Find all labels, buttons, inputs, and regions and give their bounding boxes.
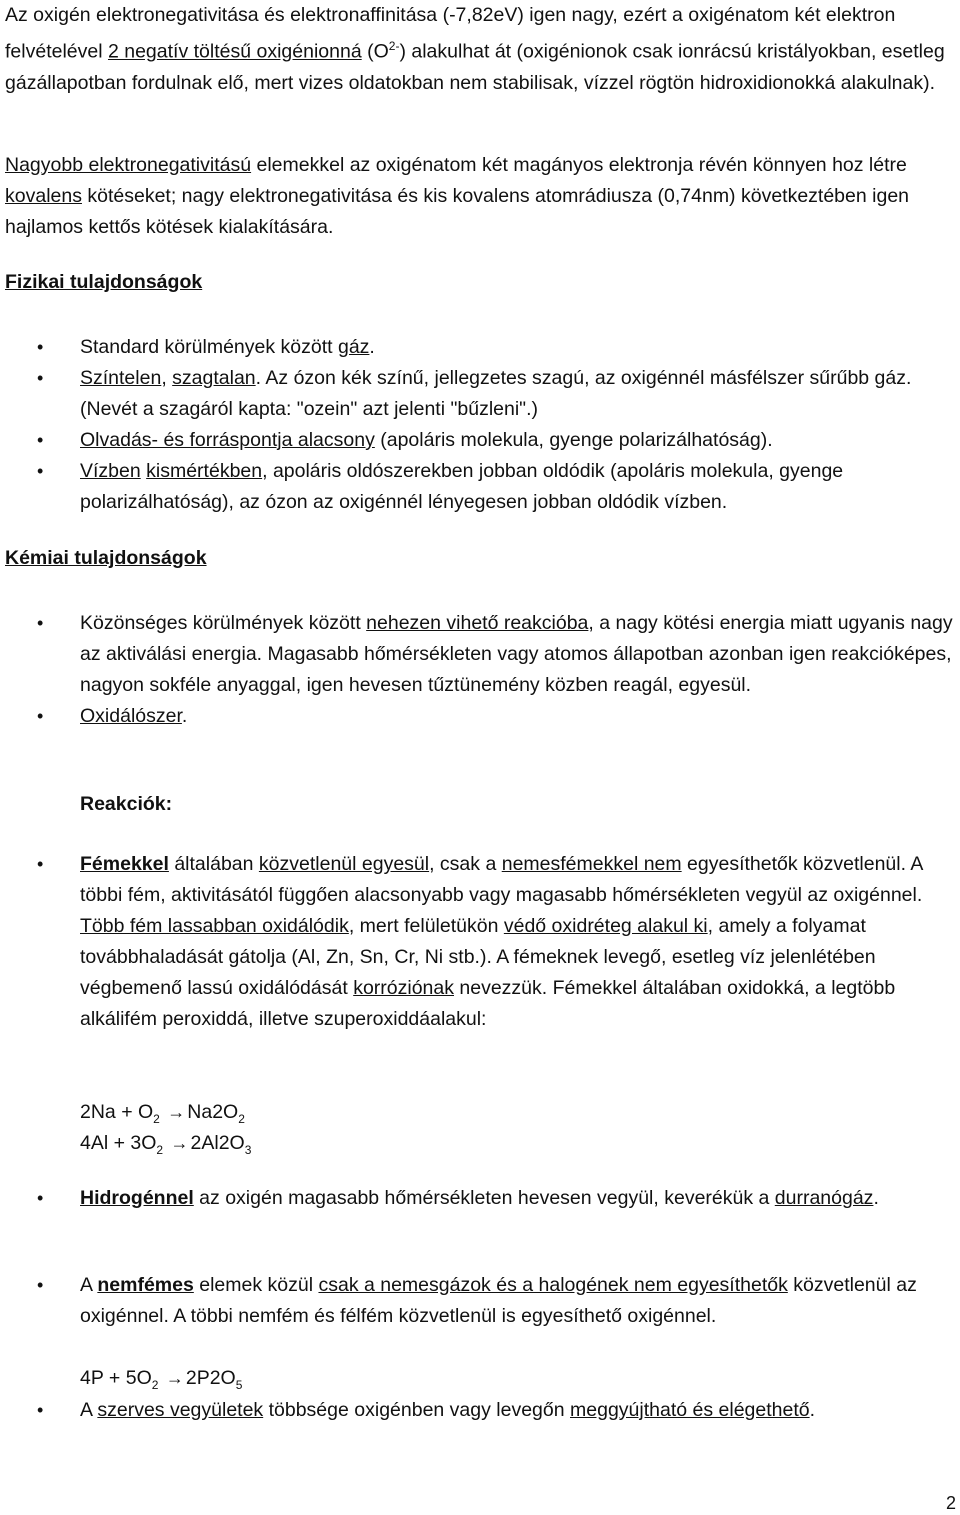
physical-properties-heading: Fizikai tulajdonságok <box>5 271 203 293</box>
underlined-text: 2 negatív töltésű oxigénionná <box>107 40 362 63</box>
list-item: • Olvadás- és forráspontja alacsony (apoláris molekula, gyenge polarizálhatóság). <box>0 425 960 456</box>
list-item: • A nemfémes elemek közül csak a nemesgázok és a halogének nem egyesíthetők közvetlenül az oxigénnel. A többi nemfém és félfém közvetlenül is egyesíthető oxigénnel. <box>0 1270 960 1332</box>
list-item: • Oxidálószer. <box>0 701 960 732</box>
text: (O <box>361 40 389 63</box>
list-item: • Hidrogénnel az oxigén magasabb hőmérsékleten hevesen vegyül, keverékük a durranógáz. <box>0 1183 960 1214</box>
superscript: 2- <box>388 39 400 53</box>
page-number: 2 <box>946 1493 957 1513</box>
equation-sodium: $2Na + O_2 \to Na2O_2$ <box>80 1101 245 1126</box>
reaction-nonmetals-list <box>0 1270 960 1332</box>
text: ) alakulhat át (oxigénionok csak ionrácsú kristályokban, esetleg gázállapotban fordulnak elő, mert vizes oldatokban nem stabilisak, vízzel rögtön hidroxidionokká alakulnak). <box>5 40 945 94</box>
underlined-text: Nagyobb elektronegativitású <box>5 154 252 176</box>
list-item: • Fémekkel általában közvetlenül egyesül, csak a nemesfémekkel nem egyesíthetők közvetlenül. A többi fém, aktivitásától függően alacsonyabb vagy magasabb hőmérsékleten vegyül az oxigénnel. Több fém lassabban oxidálódik, mert felületükön védő oxidréteg alakul ki, amely a folyamat továbbhaladását gátolja (Al, Zn, Sn, Cr, Ni stb.). A fémeknek levegő, esetleg víz jelenlétében végbemenő lassú oxidálódását korróziónak nevezzük. Fémekkel általában oxidokká, a legtöbb alkálifém peroxiddá, illetve szuperoxiddáalakul: <box>0 849 960 1035</box>
arrow-icon: → <box>165 1368 184 1388</box>
text: elemekkel az oxigénatom két magányos elektronja révén könnyen hoz létre <box>251 154 907 176</box>
equation-aluminium: $4Al + 3O_2 \to 2Al2O_3$ <box>80 1132 252 1157</box>
list-item: • Színtelen, szagtalan. Az ózon kék színű, jellegzetes szagú, az oxigénnél másfélszer sűrűbb gáz. (Nevét a szagáról kapta: "ozein" azt jelenti "bűzleni".) <box>0 363 960 425</box>
reaction-organic-list <box>0 1395 960 1426</box>
list-item: • Standard körülmények között gáz. <box>0 332 960 363</box>
list-item: • Közönséges körülmények között nehezen vihető reakcióba, a nagy kötési energia miatt ugyanis nagy az aktiválási energia. Magasabb hőmérsékleten vagy atomos állapotban azonban igen reakcióképes, nagyon sokféle anyaggal, igen hevesen tűztünemény közben reagál, egyesül. <box>0 608 960 701</box>
intro-paragraph <box>5 0 960 99</box>
arrow-icon: → <box>170 1133 189 1153</box>
physical-properties-list <box>0 332 960 518</box>
arrow-icon: → <box>167 1102 186 1122</box>
reaction-metals-list <box>0 849 960 1035</box>
reaction-hydrogen-list <box>0 1183 960 1214</box>
text: Az oxigén elektronegativitása és elektronaffinitása (-7,82eV) igen nagy, ezért a oxigénatom két elektron felvételével <box>5 4 896 63</box>
list-item: • Vízben kismértékben, apoláris oldószerekben jobban oldódik (apoláris molekula, gyenge polarizálhatóság), az ózon az oxigénnél lényegesen jobban oldódik vízben. <box>0 456 960 518</box>
underlined-text: kovalens <box>5 185 82 207</box>
reactions-heading: Reakciók: <box>80 793 173 815</box>
equation-phosphorus: $4P + 5O_2 \to 2P2O_5$ <box>80 1367 243 1392</box>
bonding-paragraph <box>5 150 960 243</box>
chemical-properties-list <box>0 608 960 732</box>
chemical-properties-heading: Kémiai tulajdonságok <box>5 547 207 569</box>
text: kötéseket; nagy elektronegativitása és kis kovalens atomrádiusza (0,74nm) következtében igen hajlamos kettős kötések kialakítására. <box>5 185 910 238</box>
list-item: • A szerves vegyületek többsége oxigénben vagy levegőn meggyújtható és elégethető. <box>0 1395 960 1426</box>
